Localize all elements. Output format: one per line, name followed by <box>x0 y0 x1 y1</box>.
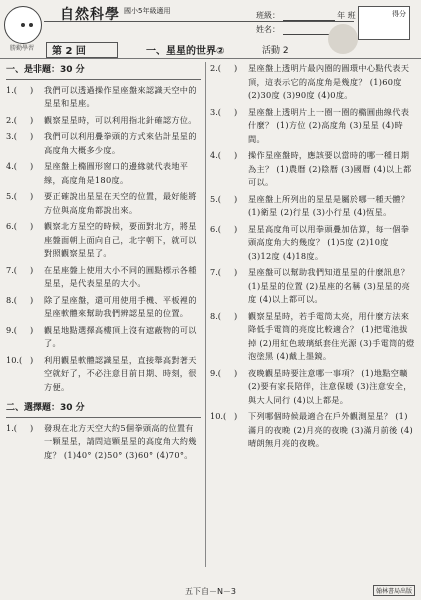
question-number: 7.( <box>210 267 222 277</box>
question-number: 8.( <box>210 310 222 321</box>
answer-blank[interactable]: ) <box>234 193 238 204</box>
right-column <box>210 62 415 454</box>
question-number: 8.( <box>6 294 18 305</box>
answer-blank[interactable]: ) <box>234 150 238 160</box>
question-text: 星座盤上橢圓形窗口的邊緣就代表地平線，高度角是180度。 <box>44 161 189 185</box>
grade-note: 國小5年級適用 <box>124 7 171 15</box>
question-text: 我們可以透過操作星座盤來認識天空中的星星和星座。 <box>44 84 197 108</box>
question-item <box>6 114 201 128</box>
score-label: 得分 <box>392 10 406 18</box>
activity-label: 活動 2 <box>262 46 289 56</box>
unit-title: 一、星星的世界② <box>146 46 225 57</box>
answer-blank[interactable]: ) <box>30 114 34 125</box>
question-text: 我們可以利用疊拳頭的方式來估計星星的高度角大概多少度。 <box>44 131 197 155</box>
answer-blank[interactable]: ) <box>30 324 34 335</box>
question-number: 9.( <box>6 324 18 335</box>
question-item <box>6 264 201 291</box>
class-field[interactable] <box>283 20 335 21</box>
answer-blank[interactable]: ) <box>234 310 238 321</box>
answer-blank[interactable]: ) <box>234 63 238 73</box>
question-number: 1.( <box>6 422 18 433</box>
question-item <box>6 130 201 157</box>
question-text: 利用觀星軟體認識星星，直接舉高對著天空就好了，不必注意目前日期、時刻，很方便。 <box>44 354 197 392</box>
question-item <box>6 354 201 395</box>
question-text: 觀星地點選擇高樓頂上沒有遮蔽物的可以了。 <box>44 324 197 348</box>
question-item <box>6 294 201 321</box>
question-text: 觀察北方星空的時候，要面對北方，將星座盤面朝上面向自己，北字朝下，就可以對照觀察星星了。 <box>44 221 197 258</box>
question-number: 5.( <box>6 191 18 201</box>
answer-blank[interactable]: ) <box>30 221 34 231</box>
question-item <box>6 84 201 111</box>
question-number: 5.( <box>210 193 222 204</box>
question-number: 10.( <box>6 354 23 365</box>
question-item <box>210 62 415 103</box>
question-item <box>210 149 415 190</box>
question-item <box>6 220 201 261</box>
left-column <box>6 62 201 465</box>
answer-blank[interactable]: ) <box>30 422 34 433</box>
question-text: 星星高度角可以用拳頭疊加估算，每一個拳頭高度角大約幾度？ (1)5度 (2)10度 (3)12度 (4)18度。 <box>248 223 410 261</box>
year-label: 年 <box>337 11 346 20</box>
answer-blank[interactable]: ) <box>234 267 238 277</box>
choice-list-right <box>210 62 415 451</box>
question-item <box>210 193 415 220</box>
question-text: 發現在北方天空大約5個拳頭高的位置有一顆星星，請問這顆星星的高度角大約幾度？ (1)40° (2)50° (3)60° (4)70°。 <box>44 422 197 460</box>
header-rule <box>0 58 421 59</box>
question-item <box>210 106 415 147</box>
name-field[interactable] <box>283 34 335 35</box>
answer-blank[interactable]: ) <box>234 411 238 421</box>
question-text: 觀察星星時，可以利用指北針確認方位。 <box>44 114 197 125</box>
question-number: 4.( <box>6 161 18 171</box>
subject-title: 自然科學 <box>60 7 120 23</box>
question-item <box>210 266 415 307</box>
question-text: 在星座盤上使用大小不同的圓點標示各種星星，是代表星星的大小。 <box>44 264 197 288</box>
question-item <box>6 422 201 463</box>
section-true-false-title: 一、是非題：30 分 <box>6 64 201 80</box>
answer-blank[interactable]: ) <box>30 191 34 201</box>
mascot-icon <box>328 24 358 54</box>
question-number: 10.( <box>210 411 227 421</box>
question-number: 1.( <box>6 84 18 95</box>
logo-icon <box>4 6 42 44</box>
answer-blank[interactable]: ) <box>234 367 238 378</box>
name-label: 姓名： <box>256 25 280 34</box>
question-text: 要正確說出星星在天空的位置，最好能將方位與高度角都說出來。 <box>44 191 197 215</box>
question-number: 6.( <box>6 221 18 231</box>
question-number: 7.( <box>6 264 18 275</box>
true-false-list <box>6 84 201 395</box>
logo-text: 勝勤學習 <box>9 45 34 52</box>
class-label: 班級： <box>256 11 280 20</box>
question-text: 星座盤上所列出的星星是屬於哪一種天體？ (1)衛星 (2)行星 (3)小行星 (4)恆星。 <box>248 193 410 217</box>
question-text: 星座盤可以幫助我們知道星星的什麼訊息？ (1)星星的位置 (2)星座的名稱 (3)星星的亮度 (4)以上都可以。 <box>248 267 411 304</box>
question-number: 9.( <box>210 367 222 378</box>
question-text: 操作星座盤時，應該要以當時的哪一種日期為主？ (1)農曆 (2)陰曆 (3)國曆 (4)以上都可以。 <box>248 150 412 187</box>
question-item <box>210 367 415 408</box>
answer-blank[interactable]: ) <box>30 354 34 365</box>
question-number: 6.( <box>210 223 222 234</box>
question-item <box>210 310 415 364</box>
question-number: 4.( <box>210 150 222 160</box>
choice-list-left <box>6 422 201 463</box>
answer-blank[interactable]: ) <box>30 131 34 141</box>
question-number: 3.( <box>6 131 18 141</box>
answer-blank[interactable]: ) <box>234 223 238 234</box>
round-number: 第 2 回 <box>52 46 86 57</box>
worksheet-header <box>0 0 421 60</box>
question-text: 星座盤上透明片上一圈一圈的橢圓曲線代表什麼？ (1)方位 (2)高度角 (3)星星 (4)時間。 <box>248 106 410 144</box>
answer-blank[interactable]: ) <box>30 84 34 95</box>
question-text: 除了星座盤，還可用使用手機、平板裡的星座軟體來幫助我們辨認星星的位置。 <box>44 294 197 318</box>
question-text: 觀察星星時，若手電筒太亮，用什麼方法來降低手電筒的亮度比較適合？ (1)把電池拔掉 (2)用紅色玻璃紙套住光源 (3)手電筒的燈泡塗黑 (4)戴上墨鏡。 <box>248 310 415 361</box>
page-number: 五下自－N－3 <box>184 587 237 596</box>
question-text: 星座盤上透明片最內圈的圓環中心點代表天頂，這表示它的高度角是幾度？ (1)60度 (2)30度 (3)90度 (4)0度。 <box>248 63 410 100</box>
question-item <box>6 190 201 217</box>
column-divider <box>205 62 206 567</box>
question-number: 3.( <box>210 106 222 117</box>
question-item <box>6 160 201 187</box>
question-item <box>210 223 415 264</box>
ban-label: 班 <box>347 11 356 20</box>
question-text: 夜晚觀星時要注意哪一事項？ (1)地點空曠 (2)要有家長陪伴，注意保暖 (3)注意安全，與大人同行 (4)以上都是。 <box>248 367 412 405</box>
question-number: 2.( <box>6 114 18 125</box>
question-number: 2.( <box>210 63 222 73</box>
section-choice-title: 二、選擇題：30 分 <box>6 402 201 418</box>
question-item <box>210 410 415 451</box>
score-box[interactable] <box>358 6 410 40</box>
question-text: 下列哪個時候最適合在戶外觀測星星？ (1)滿月的夜晚 (2)月亮的夜晚 (3)滿月前後 (4)晴朗無月亮的夜晚。 <box>248 411 414 448</box>
answer-blank[interactable]: ) <box>30 294 34 305</box>
publisher-badge: 翰林書局出版 <box>373 585 415 596</box>
answer-blank[interactable]: ) <box>30 264 34 275</box>
answer-blank[interactable]: ) <box>234 106 238 117</box>
answer-blank[interactable]: ) <box>30 161 34 171</box>
question-item <box>6 324 201 351</box>
face-icon <box>19 21 35 29</box>
